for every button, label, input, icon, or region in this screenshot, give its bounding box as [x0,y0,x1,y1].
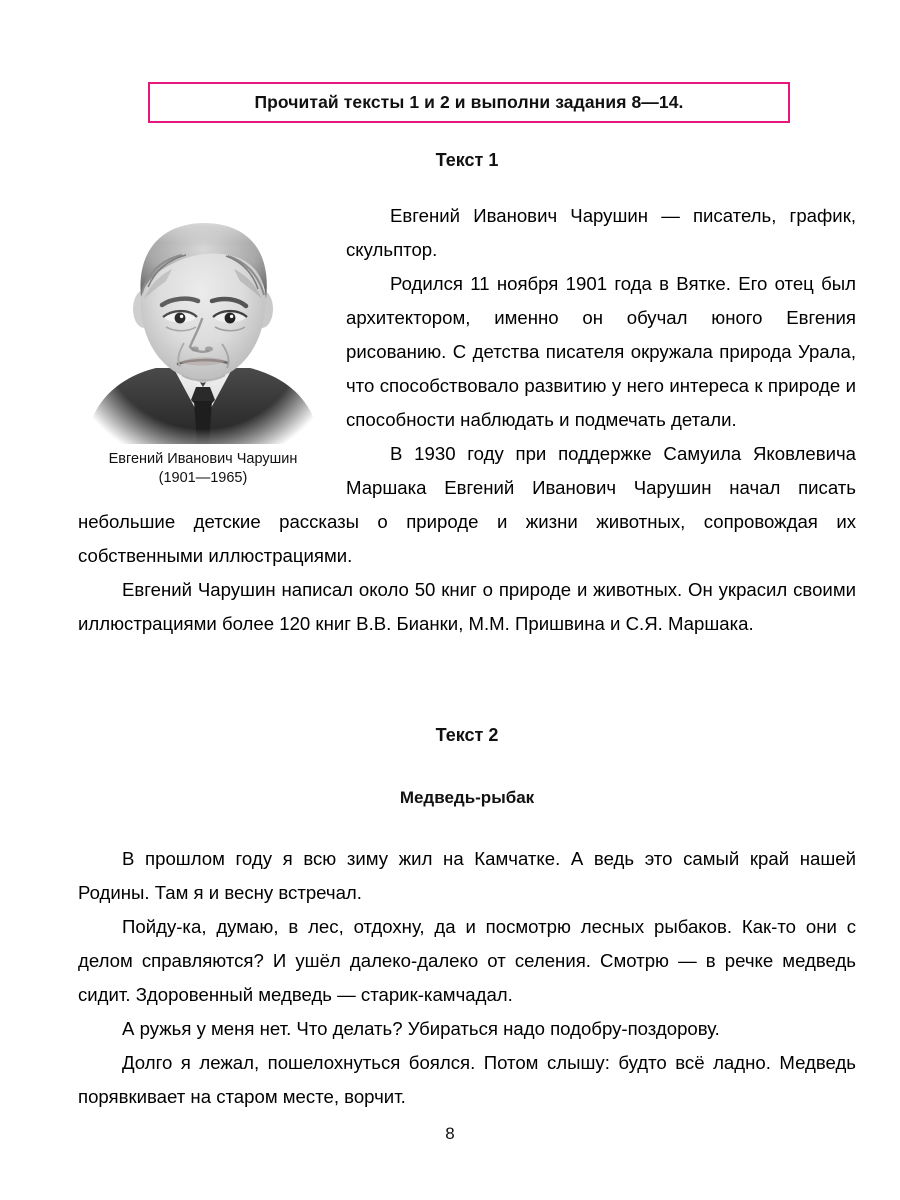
text1-body [78,199,856,641]
portrait-figure [78,201,328,488]
text1-paragraph: Родился 11 ноября 1901 года в Вятке. Его отец был архитектором, именно он обучал юного Евгения рисованию. С детства писателя окружала природа Урала, что способствовало развитию у него интереса к природе и способности наблюдать и подмечать детали. [346,273,856,430]
text2-title: Медведь-рыбак [399,788,535,807]
instruction-banner [148,82,790,123]
text2-paragraph: Пойду-ка, думаю, в лес, отдохну, да и посмотрю лесных рыбаков. Как-то они с делом справляются? И ушёл далеко-далеко от селения. Смотрю — в речке медведь сидит. Здоровенный медведь — старик-камчадал. [78,916,856,1005]
text2-paragraph: А ружья у меня нет. Что делать? Убираться надо подобру-поздорову. [122,1018,720,1039]
text1-heading: Текст 1 [435,150,499,170]
portrait-caption [78,450,328,488]
portrait-caption-name: Евгений Иванович Чарушин [108,451,298,467]
text1-paragraph: Евгений Чарушин написал около 50 книг о природе и животных. Он украсил своими иллюстрациями более 120 книг В.В. Бианки, М.М. Пришвина и С.Я. Маршака. [78,579,856,634]
text2-body [78,842,856,1114]
portrait-photo-icon [78,201,328,444]
instruction-text: Прочитай тексты 1 и 2 и выполни задания 8—14. [254,92,684,112]
text2-heading: Текст 2 [435,725,499,745]
text1-paragraph: В 1930 году при поддержке Самуила Яковлевича Маршака Евгений Иванович Чарушин начал писать небольшие детские рассказы о природе и жизни животных, сопровождая их собственными иллюстрациями. [78,443,856,566]
page-number: 8 [445,1124,455,1143]
text1-paragraph: Евгений Иванович Чарушин — писатель, график, скульптор. [346,205,856,260]
portrait-caption-years: (1901—1965) [158,470,248,486]
page-content [78,150,856,1114]
text2-paragraph: Долго я лежал, пошелохнуться боялся. Потом слышу: будто всё ладно. Медведь порявкивает на старом месте, ворчит. [78,1052,856,1107]
text2-paragraph: В прошлом году я всю зиму жил на Камчатке. А ведь это самый край нашей Родины. Там я и весну встречал. [78,848,856,903]
portrait-photo [78,201,328,444]
